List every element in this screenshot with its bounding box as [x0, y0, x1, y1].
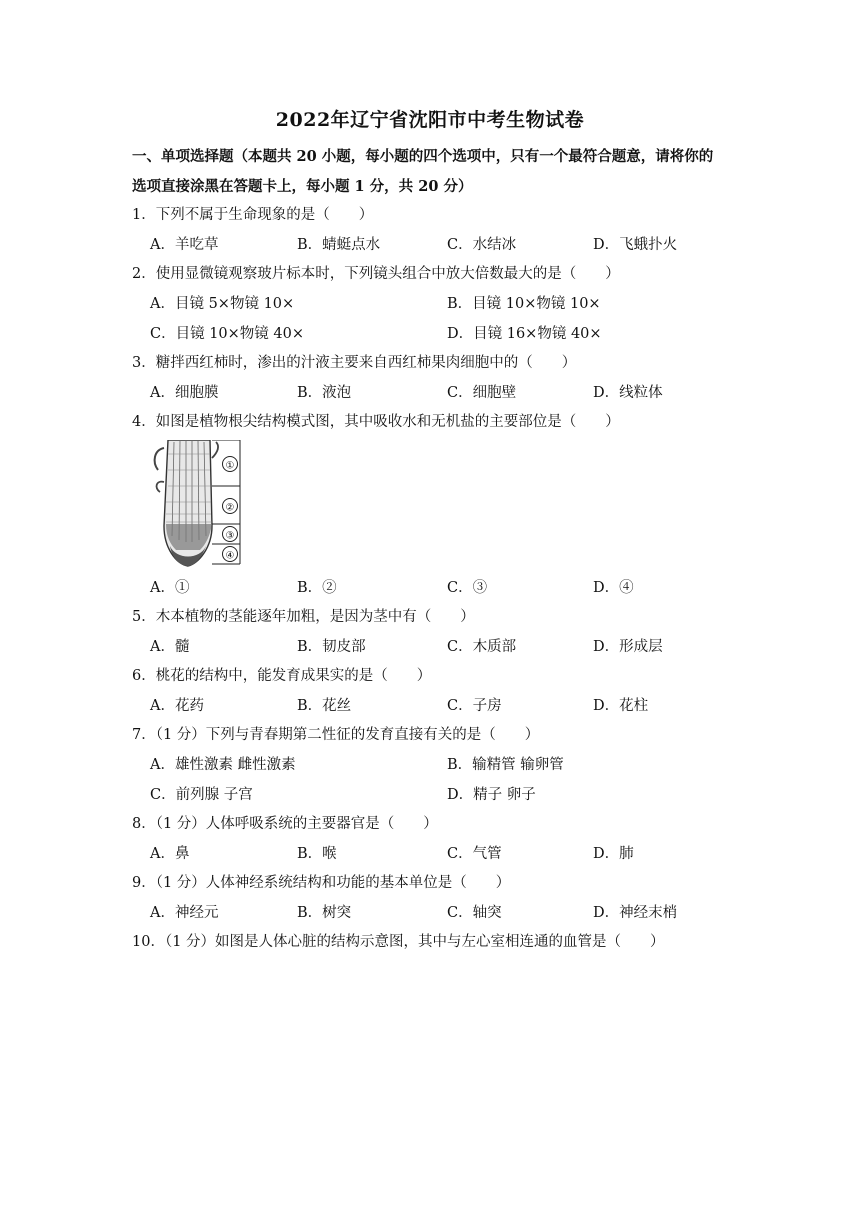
figure-label-4: ④ [225, 550, 235, 562]
question-2-option-b: B．目镜 10×物镜 10× [447, 296, 601, 312]
question-7-stem: 7．（1 分）下列与青春期第二性征的发育直接有关的是（ ） [132, 727, 540, 743]
question-9-option-c: C．轴突 [447, 905, 502, 921]
question-1-option-a: A．羊吃草 [150, 237, 219, 253]
question-4-option-d [593, 578, 634, 598]
question-4-option-a-letter: A． [150, 580, 175, 596]
root-hair [157, 482, 164, 492]
question-4-option-c [447, 578, 487, 598]
section-header-line1: 一、单项选择题（本题共 20 小题，每小题的四个选项中，只有一个最符合题意，请将你的 [132, 148, 714, 165]
question-2-option-c: C．目镜 10×物镜 40× [150, 326, 305, 342]
question-9-stem: 9．（1 分）人体神经系统结构和功能的基本单位是（ ） [132, 875, 511, 891]
question-2-option-d: D．目镜 16×物镜 40× [447, 326, 602, 342]
question-8-option-d: D．肺 [593, 846, 634, 862]
question-4-option-d-mark: ④ [619, 580, 634, 596]
question-4-option-a [150, 578, 189, 598]
question-3-option-a: A．细胞膜 [150, 385, 219, 401]
question-5-option-a: A．髓 [150, 639, 190, 655]
question-8-option-b: B．喉 [297, 846, 337, 862]
figure-label-3: ③ [225, 530, 235, 542]
question-4-option-b-letter: B． [297, 580, 323, 596]
question-6-option-a: A．花药 [150, 698, 204, 714]
question-4-option-c-mark: ③ [472, 580, 488, 596]
question-4-option-c-letter: C． [447, 580, 473, 596]
question-6-option-c: C．子房 [447, 698, 502, 714]
question-1-option-d: D．飞蛾扑火 [593, 237, 678, 253]
question-5-option-d: D．形成层 [593, 639, 663, 655]
question-5-option-c: C．木质部 [447, 639, 517, 655]
question-3-option-b: B．液泡 [297, 385, 352, 401]
question-7-option-c: C．前列腺 子宫 [150, 787, 253, 803]
figure-label-2: ② [225, 502, 235, 514]
question-4-option-d-letter: D． [593, 580, 620, 596]
root-hair [212, 442, 218, 458]
question-3-option-c: C．细胞壁 [447, 385, 517, 401]
page-title: 2022年辽宁省沈阳市中考生物试卷 [275, 109, 585, 131]
figure-label-1: ① [225, 460, 235, 472]
question-6-option-b: B．花丝 [297, 698, 352, 714]
section-header-line2: 选项直接涂黑在答题卡上，每小题 1 分，共 20 分） [132, 178, 473, 195]
question-5-stem: 5．木本植物的茎能逐年加粗，是因为茎中有（ ） [132, 609, 475, 625]
question-7-option-a: A．雄性激素 雌性激素 [150, 757, 296, 773]
question-6-option-d: D．花柱 [593, 698, 649, 714]
root-hair [155, 448, 164, 470]
question-6-stem: 6．桃花的结构中，能发育成果实的是（ ） [132, 668, 432, 684]
question-8-option-c: C．气管 [447, 846, 502, 862]
question-3-stem: 3．糖拌西红柿时，渗出的汁液主要来自西红柿果肉细胞中的（ ） [132, 355, 577, 371]
question-5-option-b: B．韧皮部 [297, 639, 366, 655]
question-8-option-a: A．鼻 [150, 846, 190, 862]
question-9-option-b: B．树突 [297, 905, 352, 921]
question-9-option-d: D．神经末梢 [593, 905, 678, 921]
question-8-stem: 8．（1 分）人体呼吸系统的主要器官是（ ） [132, 816, 438, 832]
question-1-stem: 1．下列不属于生命现象的是（ ） [132, 207, 374, 223]
root-tip-diagram [150, 440, 250, 568]
question-2-stem: 2．使用显微镜观察玻片标本时，下列镜头组合中放大倍数最大的是（ ） [132, 266, 620, 282]
question-7-option-d: D．精子 卵子 [447, 787, 536, 803]
question-4-option-b [297, 578, 337, 598]
question-4-stem: 4．如图是植物根尖结构模式图，其中吸收水和无机盐的主要部位是（ ） [132, 414, 620, 430]
question-1-option-b: B．蜻蜓点水 [297, 237, 381, 253]
question-4-option-a-mark: ① [174, 580, 190, 596]
question-4-option-b-mark: ② [322, 580, 337, 596]
question-1-option-c: C．水结冰 [447, 237, 517, 253]
question-10-stem: 10．（1 分）如图是人体心脏的结构示意图，其中与左心室相连通的血管是（ ） [132, 934, 665, 950]
question-2-option-a: A．目镜 5×物镜 10× [150, 296, 295, 312]
question-9-option-a: A．神经元 [150, 905, 219, 921]
question-3-option-d: D．线粒体 [593, 385, 663, 401]
question-7-option-b: B．输精管 输卵管 [447, 757, 564, 773]
